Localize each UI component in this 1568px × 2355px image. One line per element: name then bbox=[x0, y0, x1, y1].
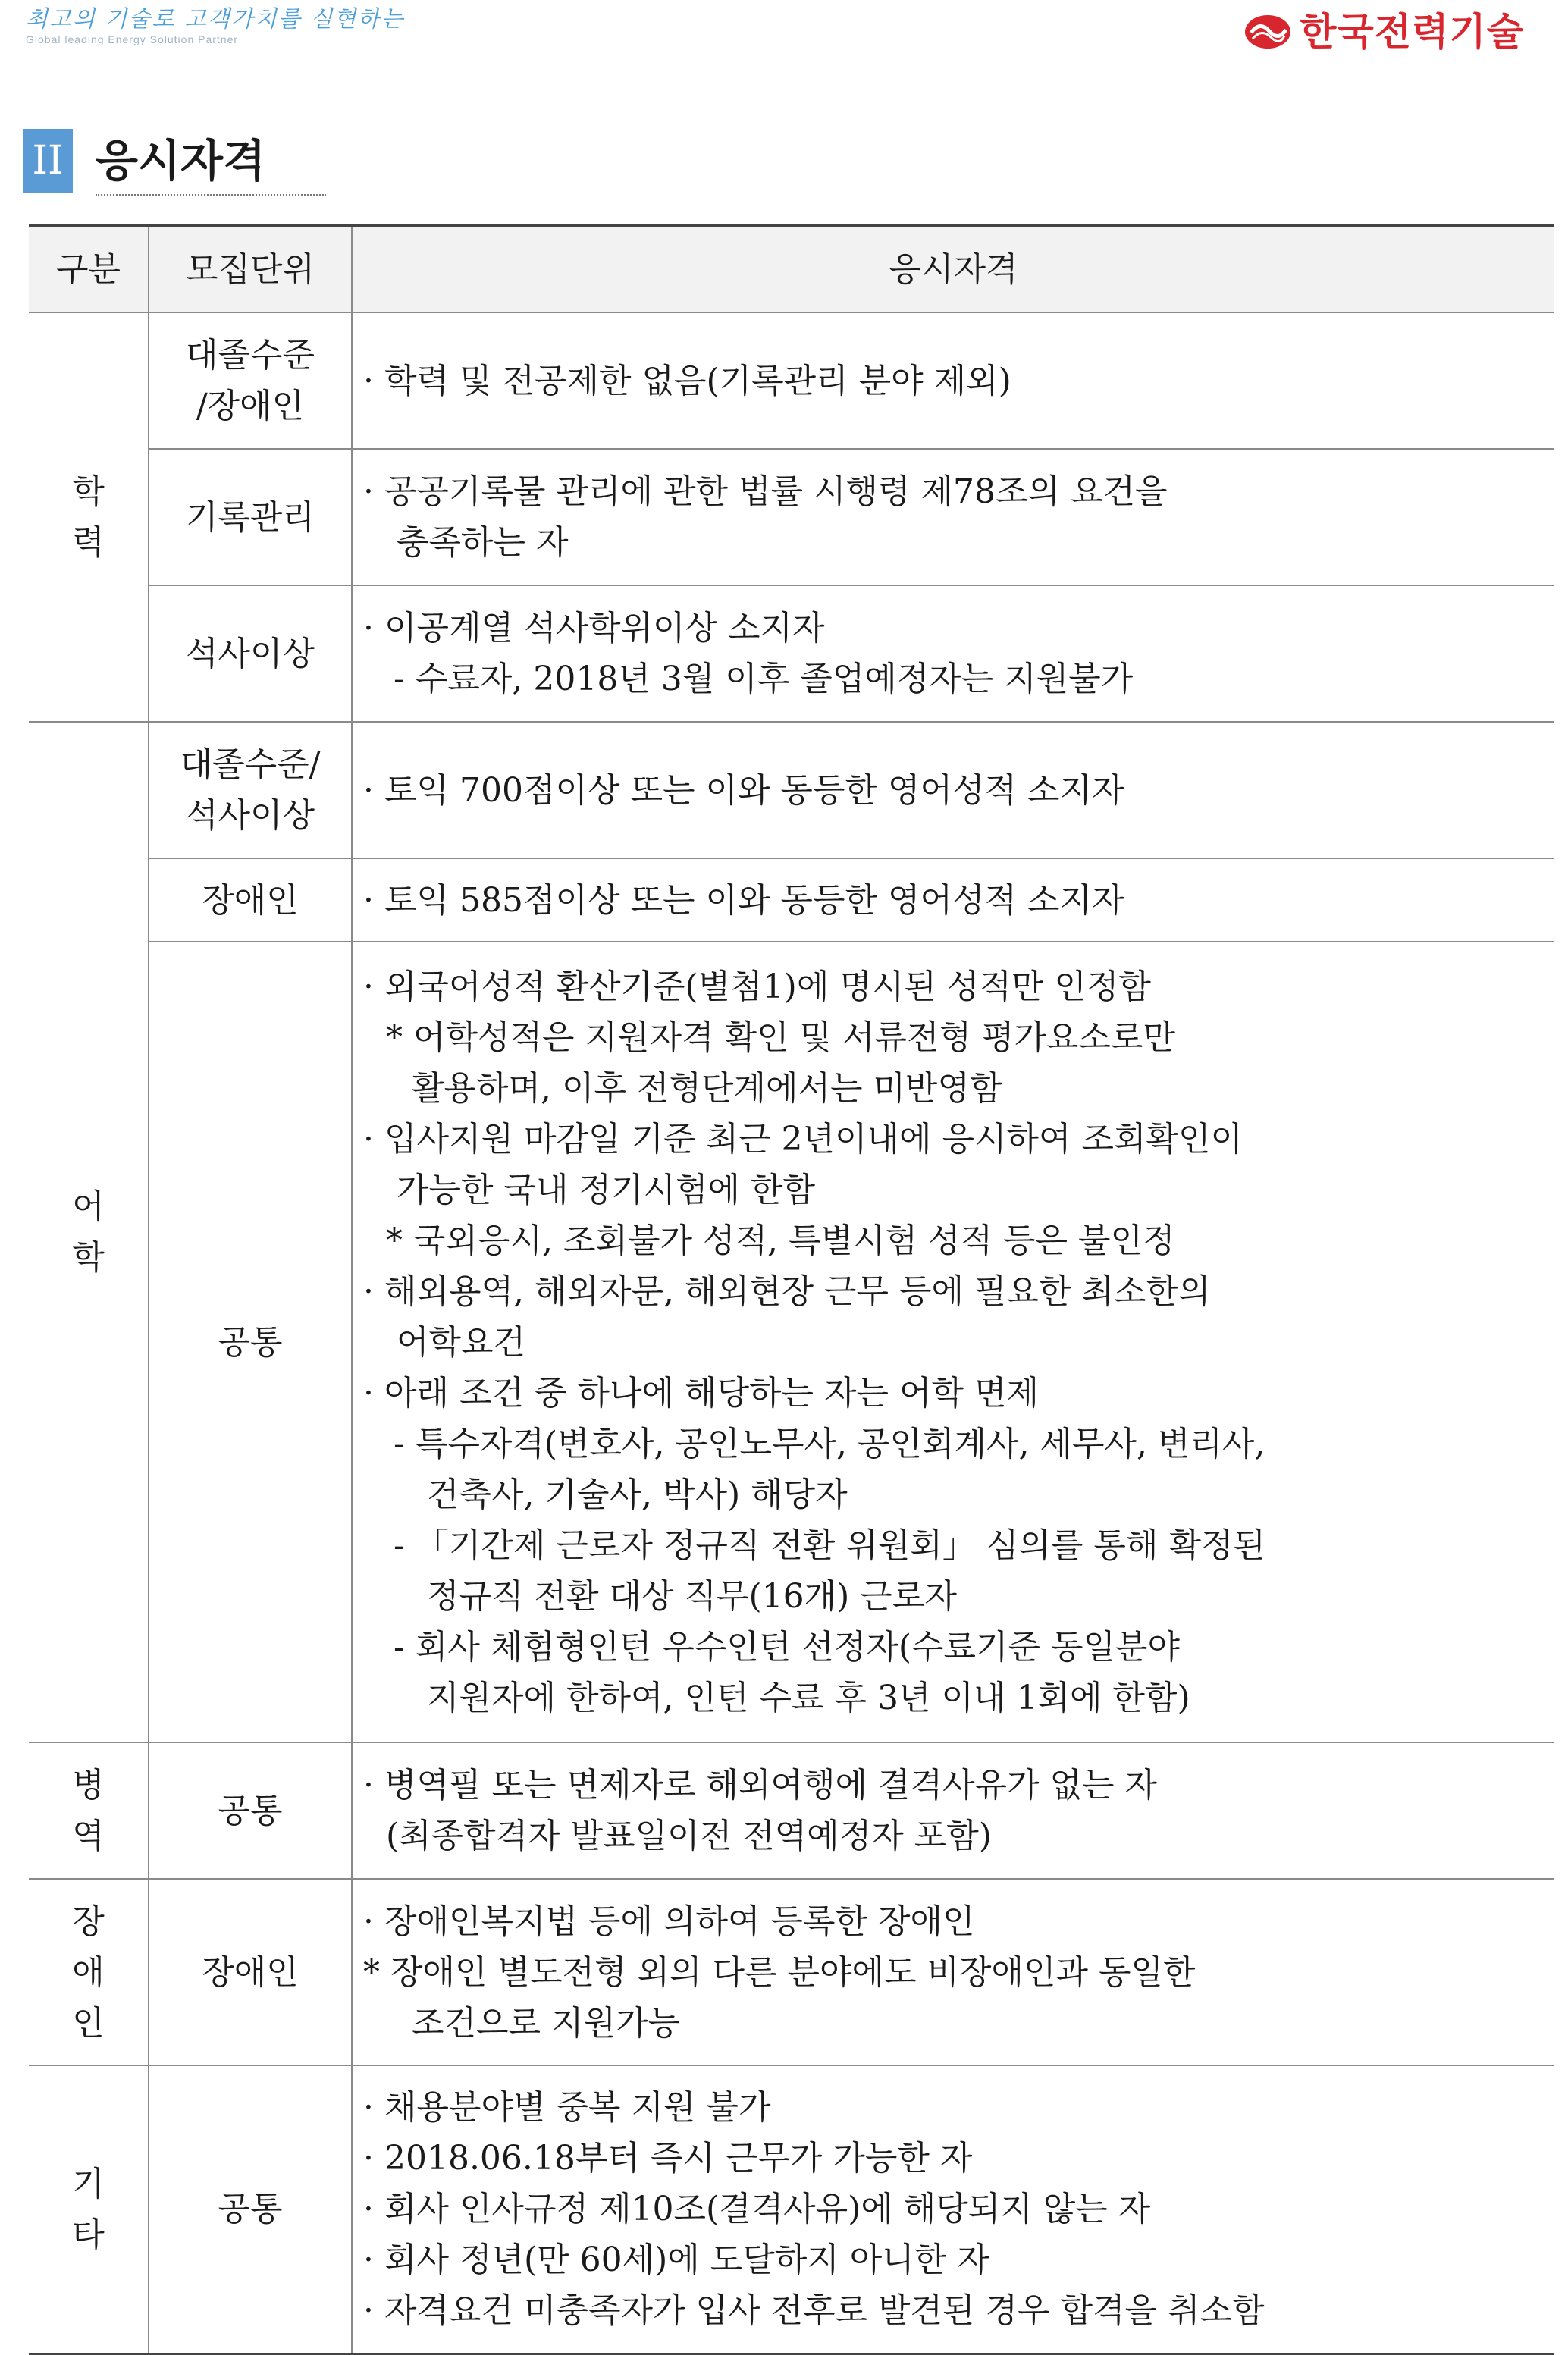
desc-line: · 회사 정년(만 60세)에 도달하지 아니한 자 bbox=[363, 2241, 989, 2280]
table-row bbox=[29, 1742, 1554, 1879]
category-label: 어학 bbox=[72, 1187, 105, 1277]
table-row bbox=[29, 722, 1554, 858]
qualification-cell bbox=[352, 722, 1554, 858]
unit-line: 장애인 bbox=[202, 1952, 299, 1992]
table-row bbox=[29, 312, 1554, 449]
qualification-cell bbox=[352, 942, 1554, 1742]
qualification-cell bbox=[352, 2065, 1554, 2353]
qualification-cell bbox=[352, 1879, 1554, 2065]
table-header-row bbox=[29, 226, 1554, 313]
unit-line: 대졸수준 bbox=[185, 336, 315, 375]
desc-line: 어학요건 bbox=[397, 1322, 526, 1362]
category-label: 장애인 bbox=[72, 1902, 105, 2043]
qualification-cell bbox=[352, 1742, 1554, 1879]
desc-line: · 아래 조건 중 하나에 해당하는 자는 어학 면제 bbox=[363, 1373, 1039, 1413]
unit-line: 석사이상 bbox=[185, 634, 315, 673]
header-qualification: 응시자격 bbox=[352, 226, 1554, 313]
desc-line: 충족하는 자 bbox=[397, 523, 569, 562]
kepco-logo-icon bbox=[1243, 13, 1292, 51]
unit-cell bbox=[149, 312, 352, 449]
desc-line: * 장애인 별도전형 외의 다른 분야에도 비장애인과 동일한 bbox=[363, 1952, 1196, 1992]
unit-line: 공통 bbox=[218, 1791, 283, 1830]
desc-line: · 자격요건 미충족자가 입사 전후로 발견된 경우 합격을 취소함 bbox=[363, 2291, 1265, 2331]
qualification-cell bbox=[352, 585, 1554, 722]
qualification-table bbox=[29, 224, 1554, 2355]
table-row bbox=[29, 2065, 1554, 2353]
slogan-text: 최고의 기술로 고객가치를 실현하는 bbox=[26, 6, 405, 33]
table-row bbox=[29, 858, 1554, 942]
unit-line: 장애인 bbox=[202, 880, 299, 920]
unit-line: 석사이상 bbox=[185, 796, 315, 835]
desc-line: · 2018.06.18부터 즉시 근무가 가능한 자 bbox=[363, 2139, 973, 2178]
unit-line: 대졸수준/ bbox=[180, 745, 321, 784]
desc-line: * 어학성적은 지원자격 확인 및 서류전형 평가요소로만 bbox=[386, 1018, 1176, 1057]
desc-line: * 국외응시, 조회불가 성적, 특별시험 성적 등은 불인정 bbox=[386, 1221, 1175, 1260]
desc-line: · 학력 및 전공제한 없음(기록관리 분야 제외) bbox=[363, 361, 1011, 400]
unit-cell bbox=[149, 585, 352, 722]
table-row bbox=[29, 449, 1554, 585]
desc-line: - 특수자격(변호사, 공인노무사, 공인회계사, 세무사, 변리사, bbox=[394, 1424, 1265, 1463]
desc-line: 조건으로 지원가능 bbox=[412, 2003, 681, 2043]
desc-line: · 해외용역, 해외자문, 해외현장 근무 등에 필요한 최소한의 bbox=[363, 1272, 1211, 1311]
desc-line: 가능한 국내 정기시험에 한함 bbox=[397, 1170, 816, 1209]
unit-line: 기록관리 bbox=[185, 497, 315, 537]
category-military bbox=[29, 1742, 149, 1879]
desc-line: · 외국어성적 환산기준(별첨1)에 명시된 성적만 인정함 bbox=[363, 967, 1151, 1006]
table-row bbox=[29, 585, 1554, 722]
desc-line: 지원자에 한하여, 인턴 수료 후 3년 이내 1회에 한함) bbox=[427, 1678, 1190, 1717]
unit-cell bbox=[149, 2065, 352, 2353]
desc-line: 건축사, 기술사, 박사) 해당자 bbox=[427, 1475, 848, 1514]
unit-cell bbox=[149, 722, 352, 858]
desc-line: · 토익 700점이상 또는 이와 동등한 영어성적 소지자 bbox=[363, 770, 1124, 810]
qualification-cell bbox=[352, 449, 1554, 585]
category-education bbox=[29, 312, 149, 722]
slogan-english: Global leading Energy Solution Partner bbox=[26, 33, 239, 45]
desc-line: - 「기간제 근로자 정규직 전환 위원회」 심의를 통해 확정된 bbox=[394, 1526, 1265, 1565]
company-name: 한국전력기술 bbox=[1300, 10, 1524, 54]
unit-line: 공통 bbox=[218, 2190, 283, 2229]
desc-line: 정규직 전환 대상 직무(16개) 근로자 bbox=[427, 1576, 957, 1616]
desc-line: · 토익 585점이상 또는 이와 동등한 영어성적 소지자 bbox=[363, 880, 1124, 920]
company-logo bbox=[1243, 9, 1524, 55]
unit-cell bbox=[149, 449, 352, 585]
table-row bbox=[29, 942, 1554, 1742]
category-language bbox=[29, 722, 149, 1742]
desc-line: 활용하며, 이후 전형단계에서는 미반영함 bbox=[412, 1068, 1002, 1108]
category-label: 기타 bbox=[72, 2164, 105, 2254]
unit-cell bbox=[149, 942, 352, 1742]
desc-line: - 회사 체험형인턴 우수인턴 선정자(수료기준 동일분야 bbox=[394, 1627, 1181, 1667]
unit-cell bbox=[149, 1742, 352, 1879]
category-label: 병역 bbox=[72, 1766, 105, 1855]
slogan bbox=[26, 3, 404, 45]
unit-line: 공통 bbox=[218, 1322, 283, 1362]
unit-cell bbox=[149, 858, 352, 942]
header-category: 구분 bbox=[29, 226, 149, 313]
section-title: 응시자격 bbox=[96, 135, 266, 187]
unit-line: /장애인 bbox=[196, 387, 305, 425]
desc-line: · 이공계열 석사학위이상 소지자 bbox=[363, 609, 825, 648]
desc-line: · 채용분야별 중복 지원 불가 bbox=[363, 2088, 771, 2128]
desc-line: · 회사 인사규정 제10조(결격사유)에 해당되지 않는 자 bbox=[363, 2190, 1151, 2229]
desc-line: · 공공기록물 관리에 관한 법률 시행령 제78조의 요건을 bbox=[363, 472, 1168, 511]
category-label: 학력 bbox=[72, 472, 105, 562]
desc-line: - 수료자, 2018년 3월 이후 졸업예정자는 지원불가 bbox=[394, 660, 1134, 698]
section-number: II bbox=[23, 129, 73, 193]
unit-cell bbox=[149, 1879, 352, 2065]
table-row bbox=[29, 1879, 1554, 2065]
desc-line: · 장애인복지법 등에 의하여 등록한 장애인 bbox=[363, 1902, 975, 1941]
page-header bbox=[0, 0, 1568, 68]
category-etc bbox=[29, 2065, 149, 2353]
header-unit: 모집단위 bbox=[149, 226, 352, 313]
section-underline bbox=[96, 194, 326, 196]
qualification-cell bbox=[352, 312, 1554, 449]
desc-line: · 병역필 또는 면제자로 해외여행에 결격사유가 없는 자 bbox=[363, 1766, 1157, 1805]
section-heading bbox=[23, 129, 311, 199]
desc-line: · 입사지원 마감일 기준 최근 2년이내에 응시하여 조회확인이 bbox=[363, 1119, 1243, 1159]
category-disability bbox=[29, 1879, 149, 2065]
desc-line: (최종합격자 발표일이전 전역예정자 포함) bbox=[386, 1817, 992, 1855]
qualification-cell bbox=[352, 858, 1554, 942]
